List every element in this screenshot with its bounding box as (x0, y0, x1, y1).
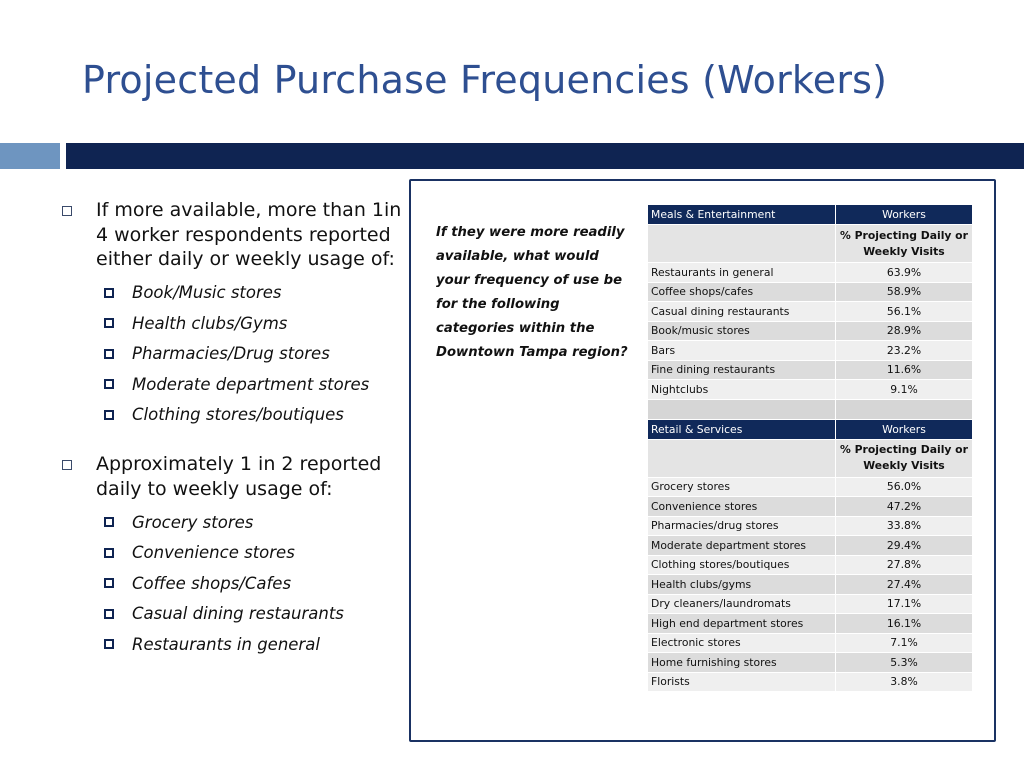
sub-bullet-text: Grocery stores (132, 512, 254, 532)
row-label: Nightclubs (648, 380, 836, 400)
bullet-list (62, 198, 402, 682)
row-value: 56.0% (836, 477, 973, 497)
sub-bullet-text: Clothing stores/boutiques (132, 405, 344, 425)
square-bullet-icon (104, 379, 114, 389)
sub-bullet-list (104, 507, 402, 660)
row-label: Health clubs/gyms (648, 575, 836, 595)
subheader-row (648, 439, 973, 477)
sub-bullet-list (104, 278, 402, 431)
row-value: 3.8% (836, 672, 973, 692)
row-value: 23.2% (836, 341, 973, 361)
sub-bullet-text: Moderate department stores (132, 374, 370, 394)
row-label: Fine dining restaurants (648, 360, 836, 380)
square-bullet-icon (104, 410, 114, 420)
table-row (648, 477, 973, 497)
column-header: Workers (836, 205, 973, 225)
table-row (648, 497, 973, 517)
bullet-text: If more available, more than 1in 4 worker respondents reported either daily or weekly usage of: (96, 199, 402, 270)
row-value: 56.1% (836, 302, 973, 322)
row-value: 47.2% (836, 497, 973, 517)
square-bullet-icon (62, 460, 72, 470)
row-value: 27.8% (836, 555, 973, 575)
table-row (648, 594, 973, 614)
metric-header: % Projecting Daily or Weekly Visits (836, 225, 973, 263)
square-bullet-icon (104, 578, 114, 588)
row-value: 9.1% (836, 380, 973, 400)
square-bullet-icon (104, 318, 114, 328)
survey-question: If they were more readily available, what would your frequency of use be for the following categories within the Downtown Tampa region? (436, 225, 628, 360)
sub-bullet-item (104, 308, 402, 339)
table-row (648, 341, 973, 361)
sub-bullet-item (104, 369, 402, 400)
sub-bullet-text: Casual dining restaurants (132, 604, 344, 624)
sub-bullet-text: Book/Music stores (132, 283, 282, 303)
row-value: 16.1% (836, 614, 973, 634)
row-label: Pharmacies/drug stores (648, 516, 836, 536)
sub-bullet-item (104, 629, 402, 660)
table-row (648, 302, 973, 322)
table-row (648, 360, 973, 380)
table-row (648, 516, 973, 536)
slide-title: Projected Purchase Frequencies (Workers) (82, 58, 888, 102)
empty-cell (836, 399, 973, 419)
sub-bullet-item (104, 339, 402, 370)
sub-bullet-text: Pharmacies/Drug stores (132, 344, 330, 364)
sub-bullet-item (104, 538, 402, 569)
square-bullet-icon (104, 349, 114, 359)
row-label: Grocery stores (648, 477, 836, 497)
bullet-item (62, 198, 402, 430)
empty-cell (648, 225, 836, 263)
row-label: Electronic stores (648, 633, 836, 653)
row-label: Home furnishing stores (648, 653, 836, 673)
row-value: 11.6% (836, 360, 973, 380)
section-header-row (648, 419, 973, 439)
square-bullet-icon (104, 609, 114, 619)
row-label: Convenience stores (648, 497, 836, 517)
empty-cell (648, 439, 836, 477)
table-row (648, 380, 973, 400)
table-row (648, 321, 973, 341)
section-header: Meals & Entertainment (648, 205, 836, 225)
column-header: Workers (836, 419, 973, 439)
table-row (648, 633, 973, 653)
row-label: Moderate department stores (648, 536, 836, 556)
row-value: 58.9% (836, 282, 973, 302)
square-bullet-icon (104, 288, 114, 298)
row-value: 5.3% (836, 653, 973, 673)
table-row (648, 555, 973, 575)
subheader-row (648, 225, 973, 263)
sub-bullet-item (104, 507, 402, 538)
row-label: Coffee shops/cafes (648, 282, 836, 302)
sub-bullet-text: Coffee shops/Cafes (132, 573, 292, 593)
empty-cell (648, 399, 836, 419)
section-header-row (648, 205, 973, 225)
sub-bullet-item (104, 278, 402, 309)
table-row (648, 536, 973, 556)
square-bullet-icon (104, 517, 114, 527)
row-value: 7.1% (836, 633, 973, 653)
frequency-table (647, 204, 973, 692)
accent-band-dark (66, 143, 1024, 169)
sub-bullet-item (104, 400, 402, 431)
table-row (648, 282, 973, 302)
square-bullet-icon (62, 206, 72, 216)
row-label: Florists (648, 672, 836, 692)
row-label: Casual dining restaurants (648, 302, 836, 322)
row-label: Dry cleaners/laundromats (648, 594, 836, 614)
bullet-item (62, 452, 402, 660)
spacer-row (648, 399, 973, 419)
sub-bullet-item (104, 599, 402, 630)
table-row (648, 653, 973, 673)
row-label: Restaurants in general (648, 263, 836, 283)
row-label: Clothing stores/boutiques (648, 555, 836, 575)
row-label: High end department stores (648, 614, 836, 634)
sub-bullet-text: Restaurants in general (132, 634, 320, 654)
sub-bullet-text: Convenience stores (132, 543, 295, 563)
row-value: 63.9% (836, 263, 973, 283)
table-row (648, 575, 973, 595)
row-value: 27.4% (836, 575, 973, 595)
sub-bullet-item (104, 568, 402, 599)
square-bullet-icon (104, 548, 114, 558)
metric-header: % Projecting Daily or Weekly Visits (836, 439, 973, 477)
table-row (648, 672, 973, 692)
table-row (648, 614, 973, 634)
row-label: Bars (648, 341, 836, 361)
row-value: 33.8% (836, 516, 973, 536)
row-value: 17.1% (836, 594, 973, 614)
bullet-text: Approximately 1 in 2 reported daily to weekly usage of: (96, 453, 382, 500)
row-label: Book/music stores (648, 321, 836, 341)
sub-bullet-text: Health clubs/Gyms (132, 313, 288, 333)
section-header: Retail & Services (648, 419, 836, 439)
table-row (648, 263, 973, 283)
row-value: 29.4% (836, 536, 973, 556)
square-bullet-icon (104, 639, 114, 649)
row-value: 28.9% (836, 321, 973, 341)
accent-band-light (0, 143, 60, 169)
